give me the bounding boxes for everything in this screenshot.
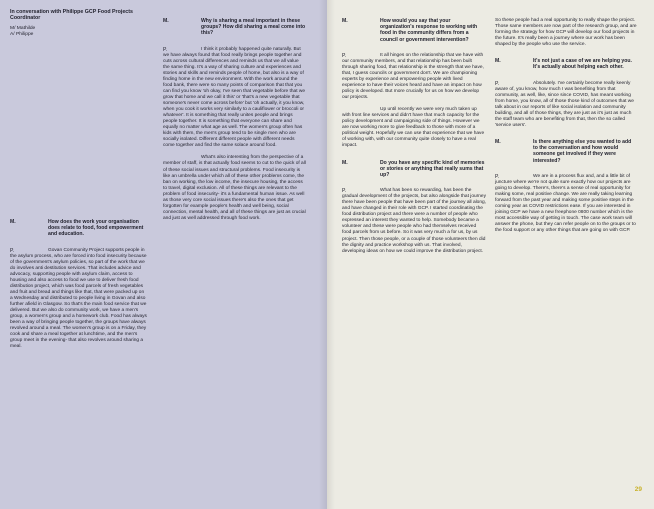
answer-paragraph: What's also interesting from the perspective of a member of staff, is that actually food seems to cut to the quick of all of these social issues and structural problems. Food insecurity is like an umbrella under which all of these other problems come, the ban on working, the low income, the insecure housing, the access to travel, digital exclusion. All of these things are relevant to the problem of food insecurity- it's a fundamental human issue. As well as those very core social issues there's also the ones that get forgotten for example people's health and well being, social connection, mental health, and all of these things are just as crucial and just as well addressed through food work.	[163, 155, 306, 221]
answer-paragraph: Up until recently we were very much taken up with front line services and didn't have that much capacity for the policy development and campaigning side of things. However we are now working more to give feedback to those with more of a political weight. Hopefully we can use that experience that we have of working with, with our community quite closely to have a real impact.	[342, 107, 485, 149]
question-tag: M.	[163, 18, 169, 24]
right-column-2	[495, 18, 637, 234]
interview-title: In conversation with Philippe GCP Food Projects Coordinator	[10, 9, 133, 22]
page-number: 29	[634, 486, 642, 493]
answer-block	[342, 53, 486, 101]
question-text: Why is sharing a meal important in these groups? How did sharing a meal come into this?	[201, 18, 306, 37]
question-block	[495, 58, 637, 70]
answer-text: Absolutely. I've certainly become really keenly aware of, you know, how much I was benefiting from that community, as well, like, since since COVID, has meant working from home, you know, all of those those kind of outcomes that we talk about in our reports of like social isolation and community building, and all of those things, they are just as it's just as much the staff team who are benefiting from that, then the so called 'service users'.	[495, 80, 634, 128]
answer-tag: P.	[342, 188, 347, 195]
question-tag: M.	[495, 58, 501, 65]
question-block	[342, 160, 486, 179]
question-block	[495, 139, 637, 164]
question-text: How would you say that your organization's response to working with food in the community differs from a council or government intervention?	[380, 18, 478, 43]
answer-text: I think it probably happened quite naturally. But we have always found that food really brings people together and cuts across cultural differences and reminds us that we all value the same thing. It's a way of sharing culture and experiences and stories and skills and reminds people of home, but also is a way of finding home in the new environment. With the work around the food bank, there were so many points of comparison that that you can find you know 'oh okay, I've seen that vegetable before that we grow that home and we call it this' or 'that's a new vegetable that someone's never come across before' but 'oh actually, it you know, when you cook it works very similarly to a cauliflower or broccoli or whatever'. It is something that really unites people and brings people together. It is something that everyone can share and equally no matter what age as well. The women's group often has kids with them, the men's group tend to be single men who are socially isolated. Different different people with different needs come together and find the same solace around food.	[163, 46, 306, 149]
answer-block	[495, 174, 637, 234]
answer-block	[163, 47, 306, 150]
answer-tag: P.	[163, 46, 168, 53]
question-text: How does the work your organisation does relate to food, food empowerment and education.	[48, 219, 144, 238]
right-page	[327, 0, 654, 509]
question-tag: M.	[342, 159, 348, 166]
question-tag: M.	[10, 219, 16, 225]
question-text: It's not just a case of we are helping you. It's actually about helping each other.	[533, 58, 632, 71]
answer-text: What has been so rewarding, has been the gradual development of the projects, but also alongside that journey there have been people that have been part of the journey all along, and have changed in their role with GCP. I started coordinating the food distribution project and there were a number of people who expressed an interest they wanted to help. Somebody became a volunteer and these were people who had themselves received food parcels from us before. So it was very much a for us, by us project. Then those people, or a couple of those volunteers then did the dignity and practice workshop with us. That involved, developing ideas on how we could improve the distribution project.	[342, 188, 487, 254]
question-tag: M.	[342, 18, 348, 24]
answer-text: Govan Community Project supports people in the asylum process, who are forced into food insecurity because of the government's asylum policies, so part of the work that we do involves anti destitution services. That includes advice and advocacy, supporting people with asylum claim, access to housing and also access to food we use to deliver fresh food distribution project, which was food parcels of fresh vegetables and fruit and bread and things like that, that were packed up on a Wednesday and distributed to people living in Govan and also further afield in Glasgow. So that's the main food service that we delivered. But we also do community work, we have a men's group, a women's group and a homework club. Food has always been a way of bringing people together, the groups have always revolved around a meal. The women's group is on a Friday, they cook and share a meal together at lunchtime, and the men's group meet in the evening- that also revolves around sharing a meal.	[10, 247, 147, 350]
right-column-1	[342, 18, 486, 255]
answer-block	[10, 248, 148, 351]
answer-text: We are in a process flux and, and a little bit of juncture where we're not quite sure exactly how our projects are going to develop. There's, there's a sense of real opportunity for making some, real positive change. We are really taking learning forward from the past year and making some positive steps in the coming year as COVID restrictions ease. If you are interested in joining GCP we have a new freephone 0800 number which is the most accessible way of getting in touch. The case work team will answer the phone, but they can refer people on to the groups or to the food support or any other things that are going on with GCP.	[495, 173, 636, 234]
left-column-1	[10, 9, 148, 350]
continued-paragraph: So these people had a real opportunity to really shape the project. Those same members are now part of the research group, and are forming the strategy for how GCP will develop our food projects in the future. It's really been a journey where our work has been shaped by the people who use the service.	[495, 18, 637, 48]
answer-block	[342, 188, 486, 255]
answer-text: It all hinges on the relationship that we have with our community members, and that relationship has been built through sharing food, that relationship is the strength that we have, that, I guess councils or government don't. We are championing experts by experience and empowering people with lived experience to have their voices heard and have an impact on how policy is developed. But more crucially for us on how we develop our projects.	[342, 52, 484, 101]
answer-tag: P.	[495, 80, 500, 87]
question-block	[342, 18, 486, 43]
answer-block	[495, 81, 637, 129]
interviewee-line: A/ Philippe	[10, 31, 34, 37]
answer-tag: P.	[10, 247, 15, 254]
interviewer-line: M/ Mathilde	[10, 25, 36, 31]
question-tag: M.	[495, 139, 501, 146]
left-column-2	[163, 18, 306, 222]
answer-tag: P.	[342, 52, 347, 59]
answer-tag: P.	[495, 173, 500, 180]
question-block	[163, 18, 306, 37]
question-text: Is there anything else you wanted to add to the conversation and how would someone get involved if they were interested?	[533, 139, 632, 164]
question-block	[10, 219, 148, 238]
question-text: Do you have any specific kind of memories or stories or anything that really sums that up?	[380, 159, 485, 178]
